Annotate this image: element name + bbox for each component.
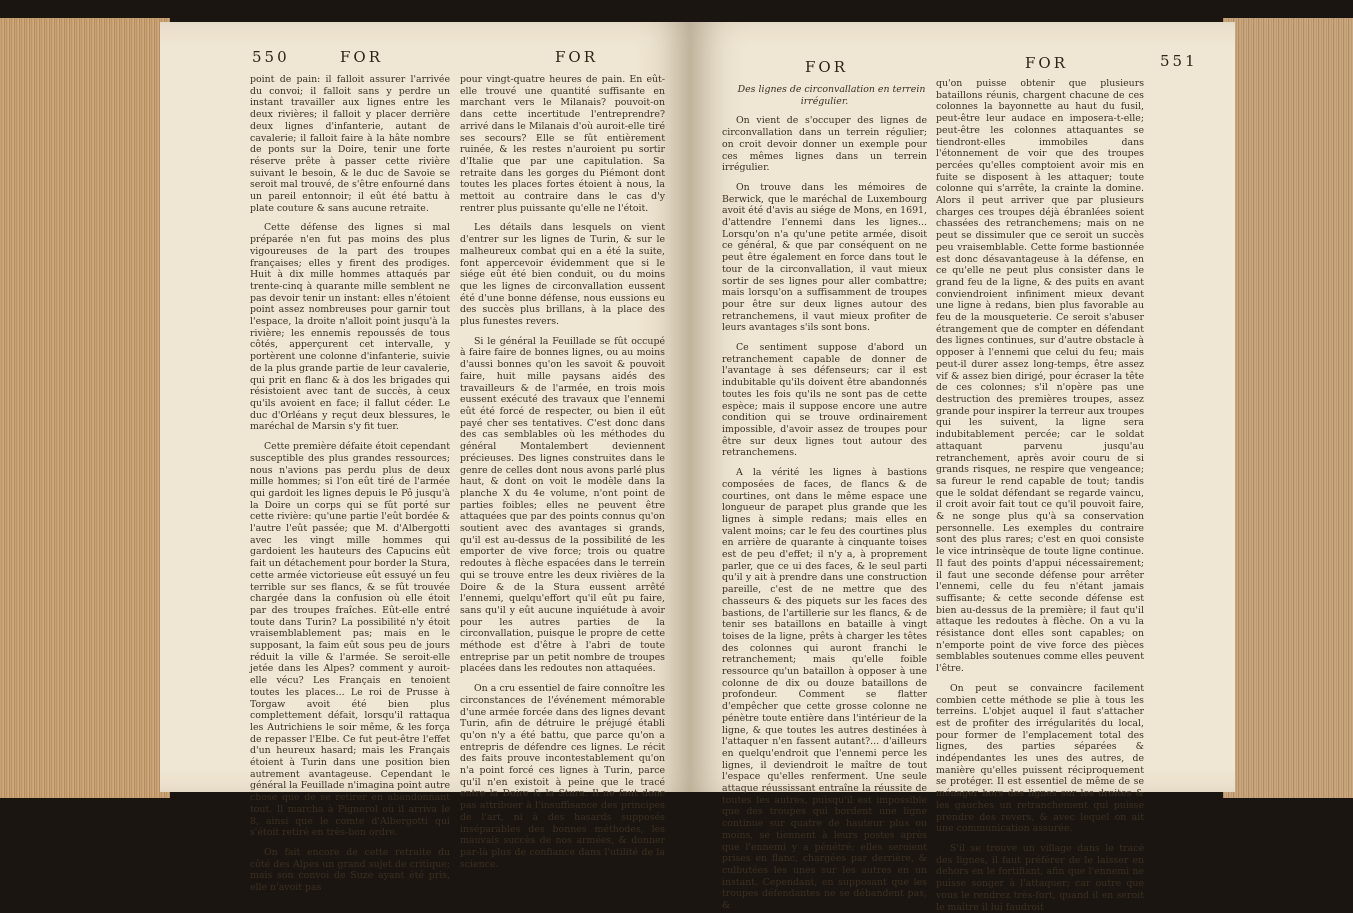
left-page-edges: [0, 18, 170, 798]
left-column-2: [460, 74, 665, 870]
paragraph: On vient de s'occuper des lignes de circonvallation dans un terrein régulier; on croit devoir donner un exemple pour ces mêmes lignes dans un terrein irrégulier.: [722, 115, 927, 174]
running-head-left-1: FOR: [340, 48, 383, 66]
right-column-1: [722, 84, 927, 912]
section-title: Des lignes de circonvallation en terrein irrégulier.: [737, 84, 926, 107]
paragraph: S'il se trouve un village dans le tracé des lignes, il faut préférer de le laisser en dehors en le fortifiant, afin que l'ennemi ne puisse songer à l'attaquer; car outre que vous le rendrez très-fort, quand il en seroit le maître il lui faudroit: [936, 843, 1144, 913]
right-page-edges: [1223, 18, 1353, 798]
running-head-left-2: FOR: [555, 48, 598, 66]
paragraph: Ce sentiment suppose d'abord un retranchement capable de donner de l'avantage à ses défenseurs; car il est indubitable qu'ils doivent être abandonnés toutes les fois qu'ils ne sont pas de cette espèce; mais il suppose encore une autre condition qui se trouve ordinairement impossible, d'avoir assez de troupes pour être sur deux lignes tout autour des retranchemens.: [722, 342, 927, 459]
paragraph: Si le général la Feuillade se fût occupé à faire faire de bonnes lignes, ou au moins d'aussi bonnes qu'on les savoit & pouvoit faire, huit mille paysans aidés des travailleurs & de l'armée, en trois mois eussent exécuté des travaux que l'ennemi eût été forcé de respecter, ou bien il eût payé cher ses tentatives. C'est donc dans des cas semblables où les méthodes du général Montalembert deviennent précieuses. Des lignes construites dans le genre de celles dont nous avons parlé plus haut, & dont on voit le modèle dans la planche X du 4e volume, n'ont point de parties foibles; elles ne peuvent être attaquées que par des points connus qu'on soutient avec des avantages si grands, qu'il est au-dessus de la possibilité de les emporter de vive force; trois ou quatre redoutes à flèche espacées dans le terrein qui se trouve entre les deux rivières de la Doire & de la Stura eussent arrêté l'ennemi, quelqu'effort qu'il eût pu faire, sans qu'il y eût aucune inquiétude à avoir pour les autres parties de la circonvallation, puisque le propre de cette méthode est d'être à l'abri de toute entreprise par un petit nombre de troupes placées dans les redoutes non attaquées.: [460, 335, 665, 675]
paragraph: On peut se convaincre facilement combien cette méthode se plie à tous les terreins. L'objet auquel il faut s'attacher est de profiter des irrégularités du local, pour former de l'emplacement total des lignes, des parties séparées & indépendantes les unes des autres, de manière qu'elles puissent réciproquement se protéger. Il est essentiel de même de se ménager hors des lignes sur les droites & les gauches un retranchement qui puisse prendre des revers, & avec lequel on ait une communication assurée.: [936, 682, 1144, 835]
paragraph: point de pain: il falloit assurer l'arrivée du convoi; il falloit sans y perdre un instant travailler aux lignes entre les deux rivières; il falloit y placer derrière deux lignes d'infanterie, autant de cavalerie; il falloit faire à la hâte nombre de ponts sur la Doire, tenir une forte réserve prête à passer cette rivière suivant le besoin, & le duc de Savoie se seroit mal trouvé, de s'être enfourné dans un pareil entonnoir; il eût été battu à plate couture & sans aucune retraite.: [250, 74, 450, 214]
paragraph: Cette défense des lignes si mal préparée n'en fut pas moins des plus vigoureuses de la part des troupes françaises; elles y firent des prodiges. Huit à dix mille hommes attaqués par trente-cinq à quarante mille semblent ne pas devoir tenir un instant: elles n'étoient point assez nombreuses pour garnir tout l'espace, la droite n'alloit point jusqu'à la rivière; les ennemis repoussés de tous côtés, apperçurent cet intervalle, y portèrent une colonne d'infanterie, suivie de la plus grande partie de leur cavalerie, qui prit en flanc & à dos les brigades qui résistoient avec tant de succès, à ceux qu'ils avoient en face; il fallut céder. Le duc d'Orléans y reçut deux blessures, le maréchal de Marsin s'y fit tuer.: [250, 222, 450, 433]
left-page: [160, 22, 690, 894]
page-number-right: 551: [1160, 52, 1198, 70]
paragraph: A la vérité les lignes à bastions composées de faces, de flancs & de courtines, ont dans le même espace une longueur de parapet plus grande que les lignes à simple redans; mais elles en valent moins; car le feu des courtines plus en arrière de quarante à cinquante toises est de peu d'effet; il n'y a, à proprement parler, que ce ui des faces, & le seul parti qu'il y ait à prendre dans une construction pareille, c'est de ne mettre que des chasseurs & des piquets sur les faces des bastions, de l'artillerie sur les flancs, & de tenir ses bataillons en bataille à vingt toises de la ligne, prêts à charger les têtes des colonnes qui auront franchi le retranchement; mais qu'elle foible ressource qu'un bataillon à opposer à une colonne de dix ou douze bataillons de profondeur. Comment se flatter d'empêcher que cette grosse colonne ne pénètre toute entière dans l'intérieur de la ligne, & que toutes les autres destinées à l'attaquer n'en fassent autant?... d'ailleurs en quelqu'endroit que l'ennemi perce les lignes, il deviendroit le maître de tout l'espace qu'elles renferment. Une seule attaque réussissant entraîne la réussite de toutes les autres, puisqu'il est impossible que des troupes qui bordent une ligne continue sur quatre de hauteur plus ou moins, se tiennent à leurs postes après que l'ennemi y a pénétré; elles seroient prises en flanc, chargées par derrière, & culbutées les unes sur les autres en un instant. Cependant, en supposant que les troupes défendantes ne se débandent pas, &: [722, 467, 927, 912]
paragraph: On fait encore de cette retraite du côté des Alpes un grand sujet de critique; mais son convoi de Suze ayant été pris, elle n'avoit pas: [250, 847, 450, 894]
paragraph: pour vingt-quatre heures de pain. En eût-elle trouvé une quantité suffisante en marchant vers le Milanais? pouvoit-on dans cette incertitude l'entreprendre? arrivé dans le Milanais d'où auroit-elle tiré ses secours? Elle se fût entièrement ruinée, & les restes n'auroient pu sortir d'Italie que par une capitulation. Sa retraite dans les gorges du Piémont dont toutes les places fortes étoient à nous, la mettoit au contraire dans le cas d'y rentrer plus puissante qu'elle ne l'étoit.: [460, 74, 665, 214]
right-page: [690, 22, 1235, 913]
right-column-2: [936, 78, 1144, 913]
running-head-right-2: FOR: [1025, 54, 1068, 72]
page-number-left: 550: [252, 48, 290, 66]
paragraph: On trouve dans les mémoires de Berwick, que le maréchal de Luxembourg avoit été d'avis au siége de Mons, en 1691, d'attendre l'ennemi dans les lignes... Lorsqu'on n'a qu'une petite armée, disoit ce général, & que par conséquent on ne peut être également en force dans tout le tour de la circonvallation, il vaut mieux sortir de ses lignes pour aller combattre; mais lorsqu'on a suffisamment de troupes pour être sur deux lignes autour des retranchemens, il vaut mieux profiter de leurs avantages s'ils sont bons.: [722, 181, 927, 334]
left-column-1: [250, 74, 450, 894]
paragraph: Cette première défaite étoit cependant susceptible des plus grandes ressources; nous n'avions pas perdu plus de deux mille hommes; si l'on eût tiré de l'armée qui gardoit les lignes depuis le Pô jusqu'à la Doire un corps qui se fût porté sur cette rivière: qu'une partie l'eût bordée & l'autre l'eût passée; que M. d'Albergotti avec les vingt mille hommes qui gardoient les hauteurs des Capucins eût fait un détachement pour border la Stura, cette armée victorieuse eût essuyé un feu terrible sur ses flancs, & se fût trouvée chargée dans la confusion où elle étoit par des troupes fraîches. Eût-elle entré toute dans Turin? La possibilité n'y étoit vraisemblablement pas; mais en le supposant, la faim eût sous peu de jours réduit la ville & l'armée. Se seroit-elle jetée dans les Alpes? comment y auroit-elle vécu? Les Français en tenoient toutes les places... Le roi de Prusse à Torgaw avoit été bien plus complettement défait, lorsqu'il rattaqua les Autrichiens le soir même, & les força de repasser l'Elbe. Ce fut peut-être l'effet d'un heureux hasard; mais les Français étoient à Turin dans une position bien autrement avantageuse. Cependant le général la Feuillade n'imagina point autre chose que de se retirer en abandonnant tout. Il marcha à Pignerol où il arriva le 8, ainsi que le comte d'Albergotti qui s'étoit retiré en très-bon ordre.: [250, 441, 450, 839]
paragraph: Les détails dans lesquels on vient d'entrer sur les lignes de Turin, & sur le malheureux combat qui en a été la suite, font appercevoir évidemment que si le siége eût été bien conduit, ou du moins que les lignes de circonvallation eussent été d'une bonne défense, nous eussions eu des succès plus brillans, à la place des plus funestes revers.: [460, 222, 665, 328]
paragraph: On a cru essentiel de faire connoître les circonstances de l'événement mémorable d'une armée forcée dans des lignes devant Turin, afin de détruire le préjugé établi qu'on n'y a été battu, que parce qu'on a entrepris de défendre ces lignes. Le récit des faits prouve incontestablement qu'on n'a point forcé ces lignes à Turin, parce qu'il n'en existoit à peine que le tracé entre la Doire & la Stura. Il ne faut donc pas attribuer à l'insuffisance des principes de l'art, ni à des hasards supposés inséparables des bonnes méthodes, les mauvais succès de nos armées, & donner par-là plus de confiance dans l'utilité de la science.: [460, 683, 665, 870]
paragraph: qu'on puisse obtenir que plusieurs bataillons réunis, chargent chacune de ces colonnes la bayonnette au haut du fusil, peut-être leur audace en imposera-t-elle; peut-être les colonnes attaquantes se tiendront-elles immobiles dans l'étonnement de voir que des troupes percées qu'elles comptoient avoir mis en fuite se disposent à les attaquer; toute colonne qui s'arrête, la crainte la domine. Alors il peut arriver que par plusieurs charges ces troupes déjà ébranlées soient chassées des retranchemens; mais on ne peut se dissimuler que ce seroit un succès peu vraisemblable. Cette forme bastionnée est donc désavantageuse à la défense, en ce qu'elle ne peut plus consister dans le grand feu de la ligne, & des puits en avant conviendroient infiniment mieux devant une ligne à redans, bien plus favorable au feu de la mousqueterie. Ce seroit s'abuser étrangement que de compter en défendant des lignes continues, sur d'autre obstacle à opposer à l'ennemi que celui du feu; mais peut-il durer assez long-temps, être assez vif & assez bien dirigé, pour écraser la tête de ces colonnes; s'il n'opère pas une destruction des premières troupes, assez grande pour inspirer la terreur aux troupes qui les suivent, la ligne sera indubitablement percée; car le soldat attaquant parvenu jusqu'au retranchement, après avoir couru de si grands risques, ne respire que vengeance; sa fureur le rend capable de tout; tandis que le soldat défendant se regarde vaincu, il croit avoir fait tout ce qu'il pouvoit faire, & ne songe plus qu'à sa conservation personnelle. Les exemples du contraire sont des plus rares; c'est en quoi consiste le vice intrinsèque de toute ligne continue. Il faut des points d'appui nécessairement; il faut une seconde défense pour arrêter l'ennemi, celle du feu n'étant jamais suffisante; & cette seconde défense est bien au-dessus de la première; il faut qu'il attaque les redoutes à flèche. On a vu la résistance dont elles sont capables; on n'emporte point de vive force des pièces semblables soutenues comme elles peuvent l'être.: [936, 78, 1144, 675]
running-head-right-1: FOR: [805, 58, 848, 76]
